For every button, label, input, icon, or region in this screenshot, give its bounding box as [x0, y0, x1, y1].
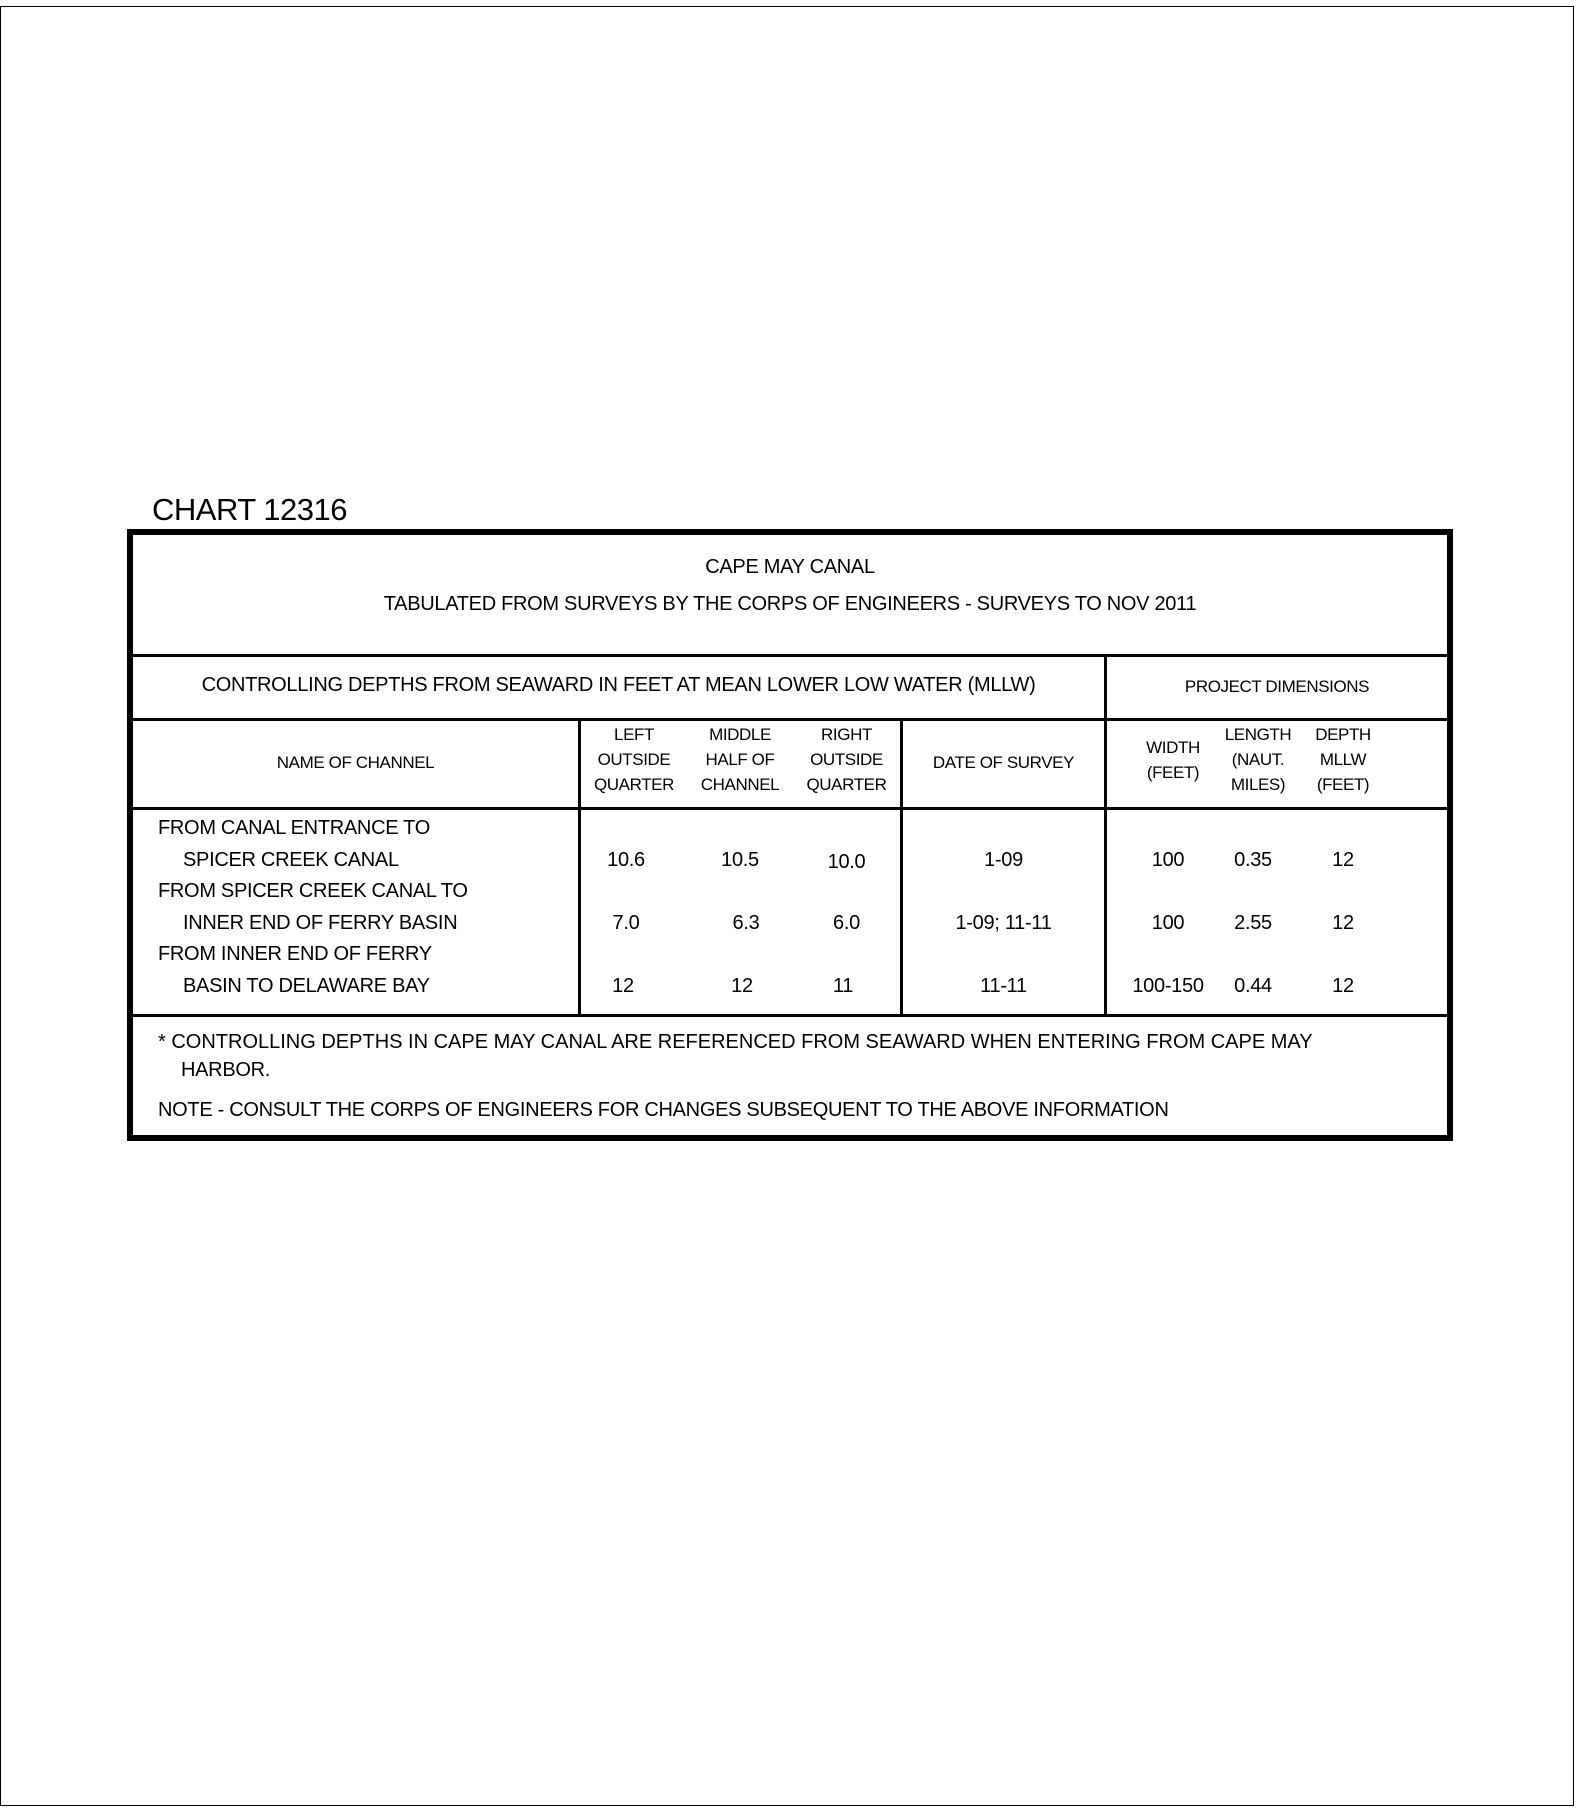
right-depth: 6.0: [833, 912, 860, 934]
chart-number: CHART 12316: [152, 492, 347, 527]
channel-name-line2: INNER END OF FERRY BASIN: [183, 912, 458, 934]
right-header-line2: OUTSIDE: [810, 750, 883, 769]
left-header-line3: QUARTER: [593, 775, 674, 794]
left-header-line2: OUTSIDE: [597, 750, 671, 769]
project-depth: 12: [1332, 912, 1354, 934]
length-header-line1: LENGTH: [1224, 725, 1292, 744]
right-depth: 10.0: [827, 851, 866, 873]
middle-depth: 6.3: [732, 912, 760, 934]
length-header-line3: MILES): [1230, 775, 1286, 794]
project-width: 100: [1151, 849, 1185, 871]
right-outside-quarter-header: [793, 722, 900, 797]
project-width: 100-150: [1132, 975, 1204, 997]
channel-name-line1: FROM CANAL ENTRANCE TO: [158, 817, 430, 839]
width-header: [1133, 735, 1213, 785]
rule-title-bottom: [133, 654, 1447, 657]
project-length: 2.55: [1234, 912, 1272, 934]
channel-name-line1: FROM SPICER CREEK CANAL TO: [158, 880, 468, 902]
length-header: [1213, 722, 1303, 797]
name-of-channel-header: NAME OF CHANNEL: [276, 753, 435, 772]
rule-controlling-bottom: [133, 718, 1447, 721]
survey-date: 1-09: [984, 849, 1023, 871]
project-dimensions-header: PROJECT DIMENSIONS: [1184, 677, 1370, 696]
length-header-line2: (NAUT.: [1231, 750, 1285, 769]
footnote: * CONTROLLING DEPTHS IN CAPE MAY CANAL ARE REFERENCED FROM SEAWARD WHEN ENTERING FROM CAPE MAY: [158, 1031, 1313, 1053]
depth-header-line2: MLLW: [1319, 750, 1367, 769]
middle-depth: 10.5: [721, 849, 759, 871]
middle-half-header: [687, 722, 793, 797]
table-title: CAPE MAY CANAL: [705, 556, 875, 578]
rule-columns-bottom: [133, 807, 1447, 810]
middle-header-line2: HALF OF: [705, 750, 775, 769]
project-depth: 12: [1332, 975, 1354, 997]
project-depth: 12: [1332, 849, 1354, 871]
survey-date: 1-09; 11-11: [955, 912, 1052, 934]
project-width: 100: [1151, 912, 1185, 934]
left-outside-quarter-header: [581, 722, 687, 797]
right-header-line1: RIGHT: [821, 725, 872, 744]
width-header-line1: WIDTH: [1146, 738, 1200, 757]
footnote-continued: HARBOR.: [181, 1059, 271, 1081]
left-depth: 10.6: [607, 849, 645, 871]
right-depth: 11: [832, 975, 854, 997]
middle-depth: 12: [731, 975, 753, 997]
project-length: 0.44: [1234, 975, 1272, 997]
consult-note: NOTE - CONSULT THE CORPS OF ENGINEERS FOR CHANGES SUBSEQUENT TO THE ABOVE INFORMATION: [158, 1099, 1169, 1121]
depth-header-line3: (FEET): [1316, 775, 1370, 794]
rule-data-bottom: [133, 1014, 1447, 1017]
project-length: 0.35: [1234, 849, 1272, 871]
survey-date: 11-11: [980, 975, 1027, 997]
channel-name-line2: BASIN TO DELAWARE BAY: [183, 975, 430, 997]
left-header-line1: LEFT: [614, 725, 654, 744]
depth-header: [1301, 722, 1385, 797]
depth-table: [127, 529, 1453, 1141]
left-depth: 7.0: [612, 912, 640, 934]
channel-name-line1: FROM INNER END OF FERRY: [158, 943, 432, 965]
right-header-line3: QUARTER: [806, 775, 887, 794]
middle-header-line1: MIDDLE: [709, 725, 771, 744]
left-depth: 12: [612, 975, 634, 997]
controlling-depths-header: CONTROLLING DEPTHS FROM SEAWARD IN FEET AT MEAN LOWER LOW WATER (MLLW): [201, 674, 1036, 696]
depth-header-line1: DEPTH: [1315, 725, 1371, 744]
channel-name-line2: SPICER CREEK CANAL: [183, 849, 399, 871]
rule-project-divider: [1104, 654, 1107, 1015]
width-header-line2: (FEET): [1146, 763, 1200, 782]
date-of-survey-header: DATE OF SURVEY: [932, 753, 1075, 772]
table-subtitle: TABULATED FROM SURVEYS BY THE CORPS OF ENGINEERS - SURVEYS TO NOV 2011: [383, 593, 1197, 615]
middle-header-line3: CHANNEL: [700, 775, 780, 794]
